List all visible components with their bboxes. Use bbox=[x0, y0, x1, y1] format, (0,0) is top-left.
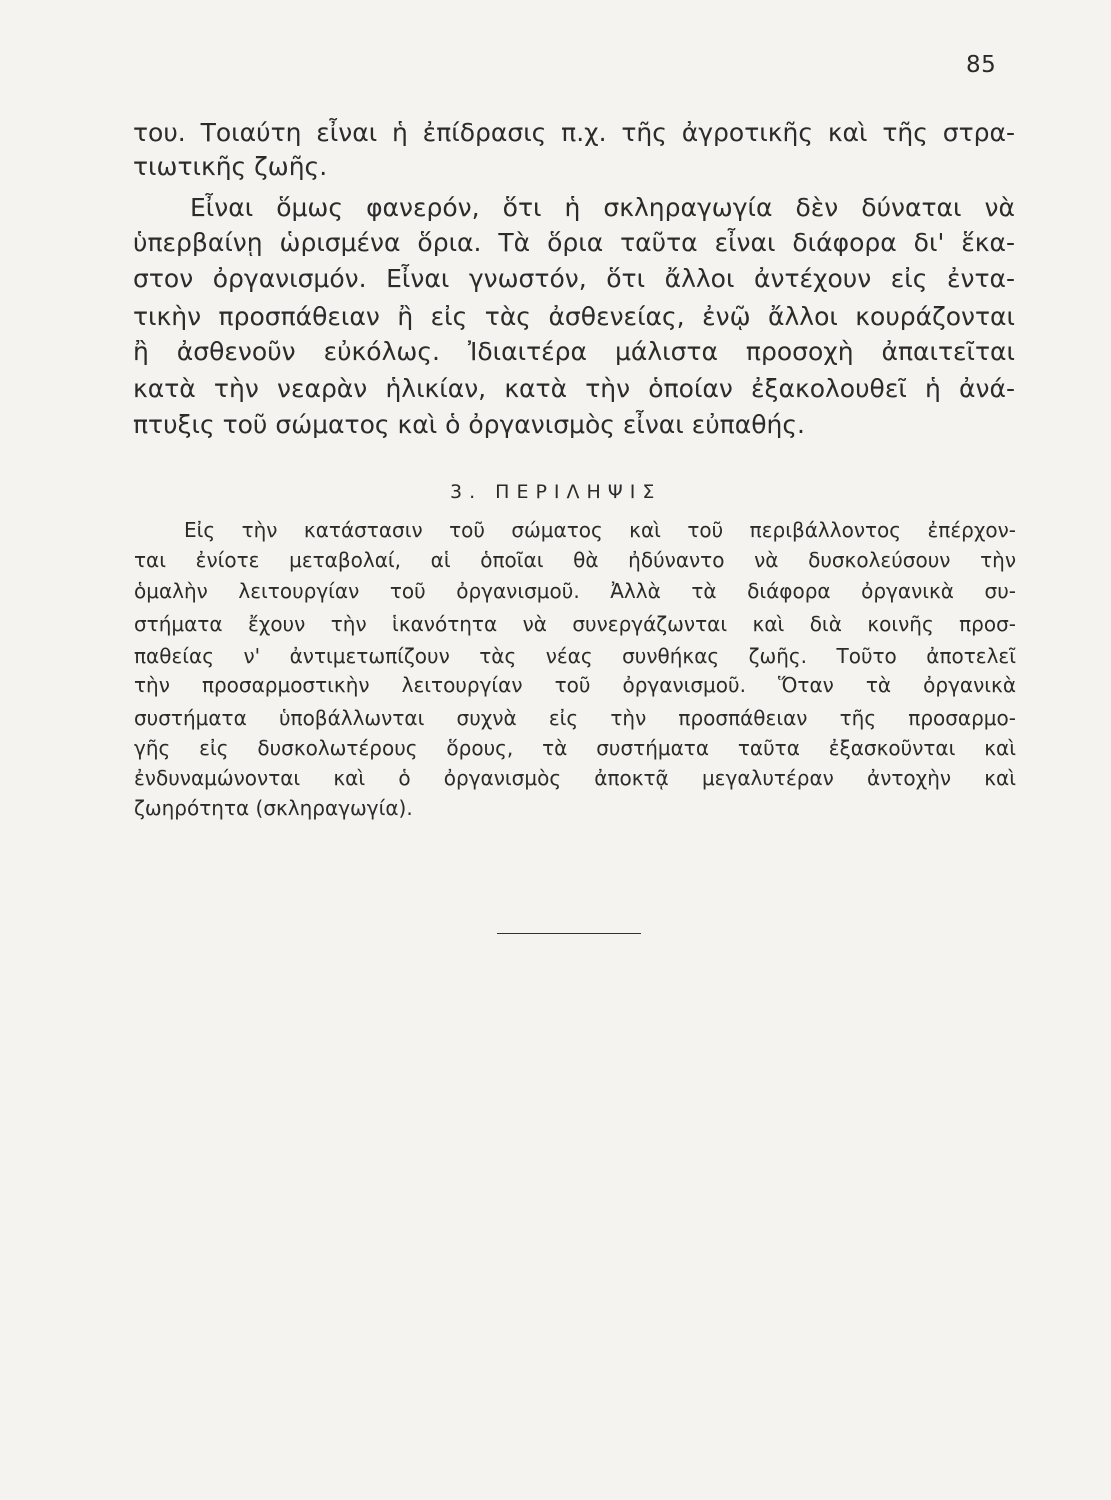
paragraph-line: στον ὀργανισμόν. Εἶναι γνωστόν, ὅτι ἄλλοι ἀντέχουν εἰς ἐντα- bbox=[133, 264, 1015, 293]
paragraph-line: ἢ ἀσθενοῦν εὐκόλως. Ἰδιαιτέρα μάλιστα προσοχὴ ἀπαιτεῖται bbox=[133, 337, 1015, 366]
paragraph-line: πτυξις τοῦ σώματος καὶ ὁ ὀργανισμὸς εἶναι εὐπαθής. bbox=[133, 410, 805, 439]
paragraph-line: κατὰ τὴν νεαρὰν ἡλικίαν, κατὰ τὴν ὁποίαν ἐξακολουθεῖ ἡ ἀνά- bbox=[133, 374, 1015, 403]
summary-line: τὴν προσαρμοστικὴν λειτουργίαν τοῦ ὀργανισμοῦ. Ὅταν τὰ ὀργανικὰ bbox=[134, 673, 1016, 697]
summary-line: γῆς εἰς δυσκολωτέρους ὅρους, τὰ συστήματα ταῦτα ἐξασκοῦνται καὶ bbox=[134, 736, 1016, 760]
section-heading: 3. ΠΕΡΙΛΗΨΙΣ bbox=[450, 481, 662, 503]
summary-line: Εἰς τὴν κατάστασιν τοῦ σώματος καὶ τοῦ περιβάλλοντος ἐπέρχον- bbox=[184, 518, 1016, 542]
paragraph-line: Εἶναι ὅμως φανερόν, ὅτι ἡ σκληραγωγία δὲν δύναται νὰ bbox=[190, 193, 1015, 222]
summary-line: ἐνδυναμώνονται καὶ ὁ ὀργανισμὸς ἀποκτᾷ μεγαλυτέραν ἀντοχὴν καὶ bbox=[134, 766, 1016, 790]
summary-line: παθείας ν' ἀντιμετωπίζουν τὰς νέας συνθήκας ζωῆς. Τοῦτο ἀποτελεῖ bbox=[134, 644, 1016, 668]
summary-line: στήματα ἔχουν τὴν ἱκανότητα νὰ συνεργάζωνται καὶ διὰ κοινῆς προσ- bbox=[134, 612, 1016, 636]
summary-line: ται ἐνίοτε μεταβολαί, αἱ ὁποῖαι θὰ ἠδύναντο νὰ δυσκολεύσουν τὴν bbox=[134, 548, 1016, 572]
paragraph-line: του. Τοιαύτη εἶναι ἡ ἐπίδρασις π.χ. τῆς ἀγροτικῆς καὶ τῆς στρα- bbox=[133, 118, 1015, 147]
paragraph-line: τικὴν προσπάθειαν ἢ εἰς τὰς ἀσθενείας, ἐνῷ ἄλλοι κουράζονται bbox=[133, 302, 1015, 331]
summary-line: ζωηρότητα (σκληραγωγία). bbox=[134, 796, 413, 820]
paragraph-line: ὑπερβαίνῃ ὡρισμένα ὅρια. Τὰ ὅρια ταῦτα εἶναι διάφορα δι' ἕκα- bbox=[133, 228, 1015, 257]
end-rule bbox=[497, 933, 641, 934]
summary-line: συστήματα ὑποβάλλωνται συχνὰ εἰς τὴν προσπάθειαν τῆς προσαρμο- bbox=[134, 706, 1016, 730]
paragraph-line: τιωτικῆς ζωῆς. bbox=[133, 152, 328, 181]
page-number: 85 bbox=[966, 52, 997, 78]
summary-line: ὁμαλὴν λειτουργίαν τοῦ ὀργανισμοῦ. Ἀλλὰ τὰ διάφορα ὀργανικὰ συ- bbox=[134, 579, 1016, 603]
